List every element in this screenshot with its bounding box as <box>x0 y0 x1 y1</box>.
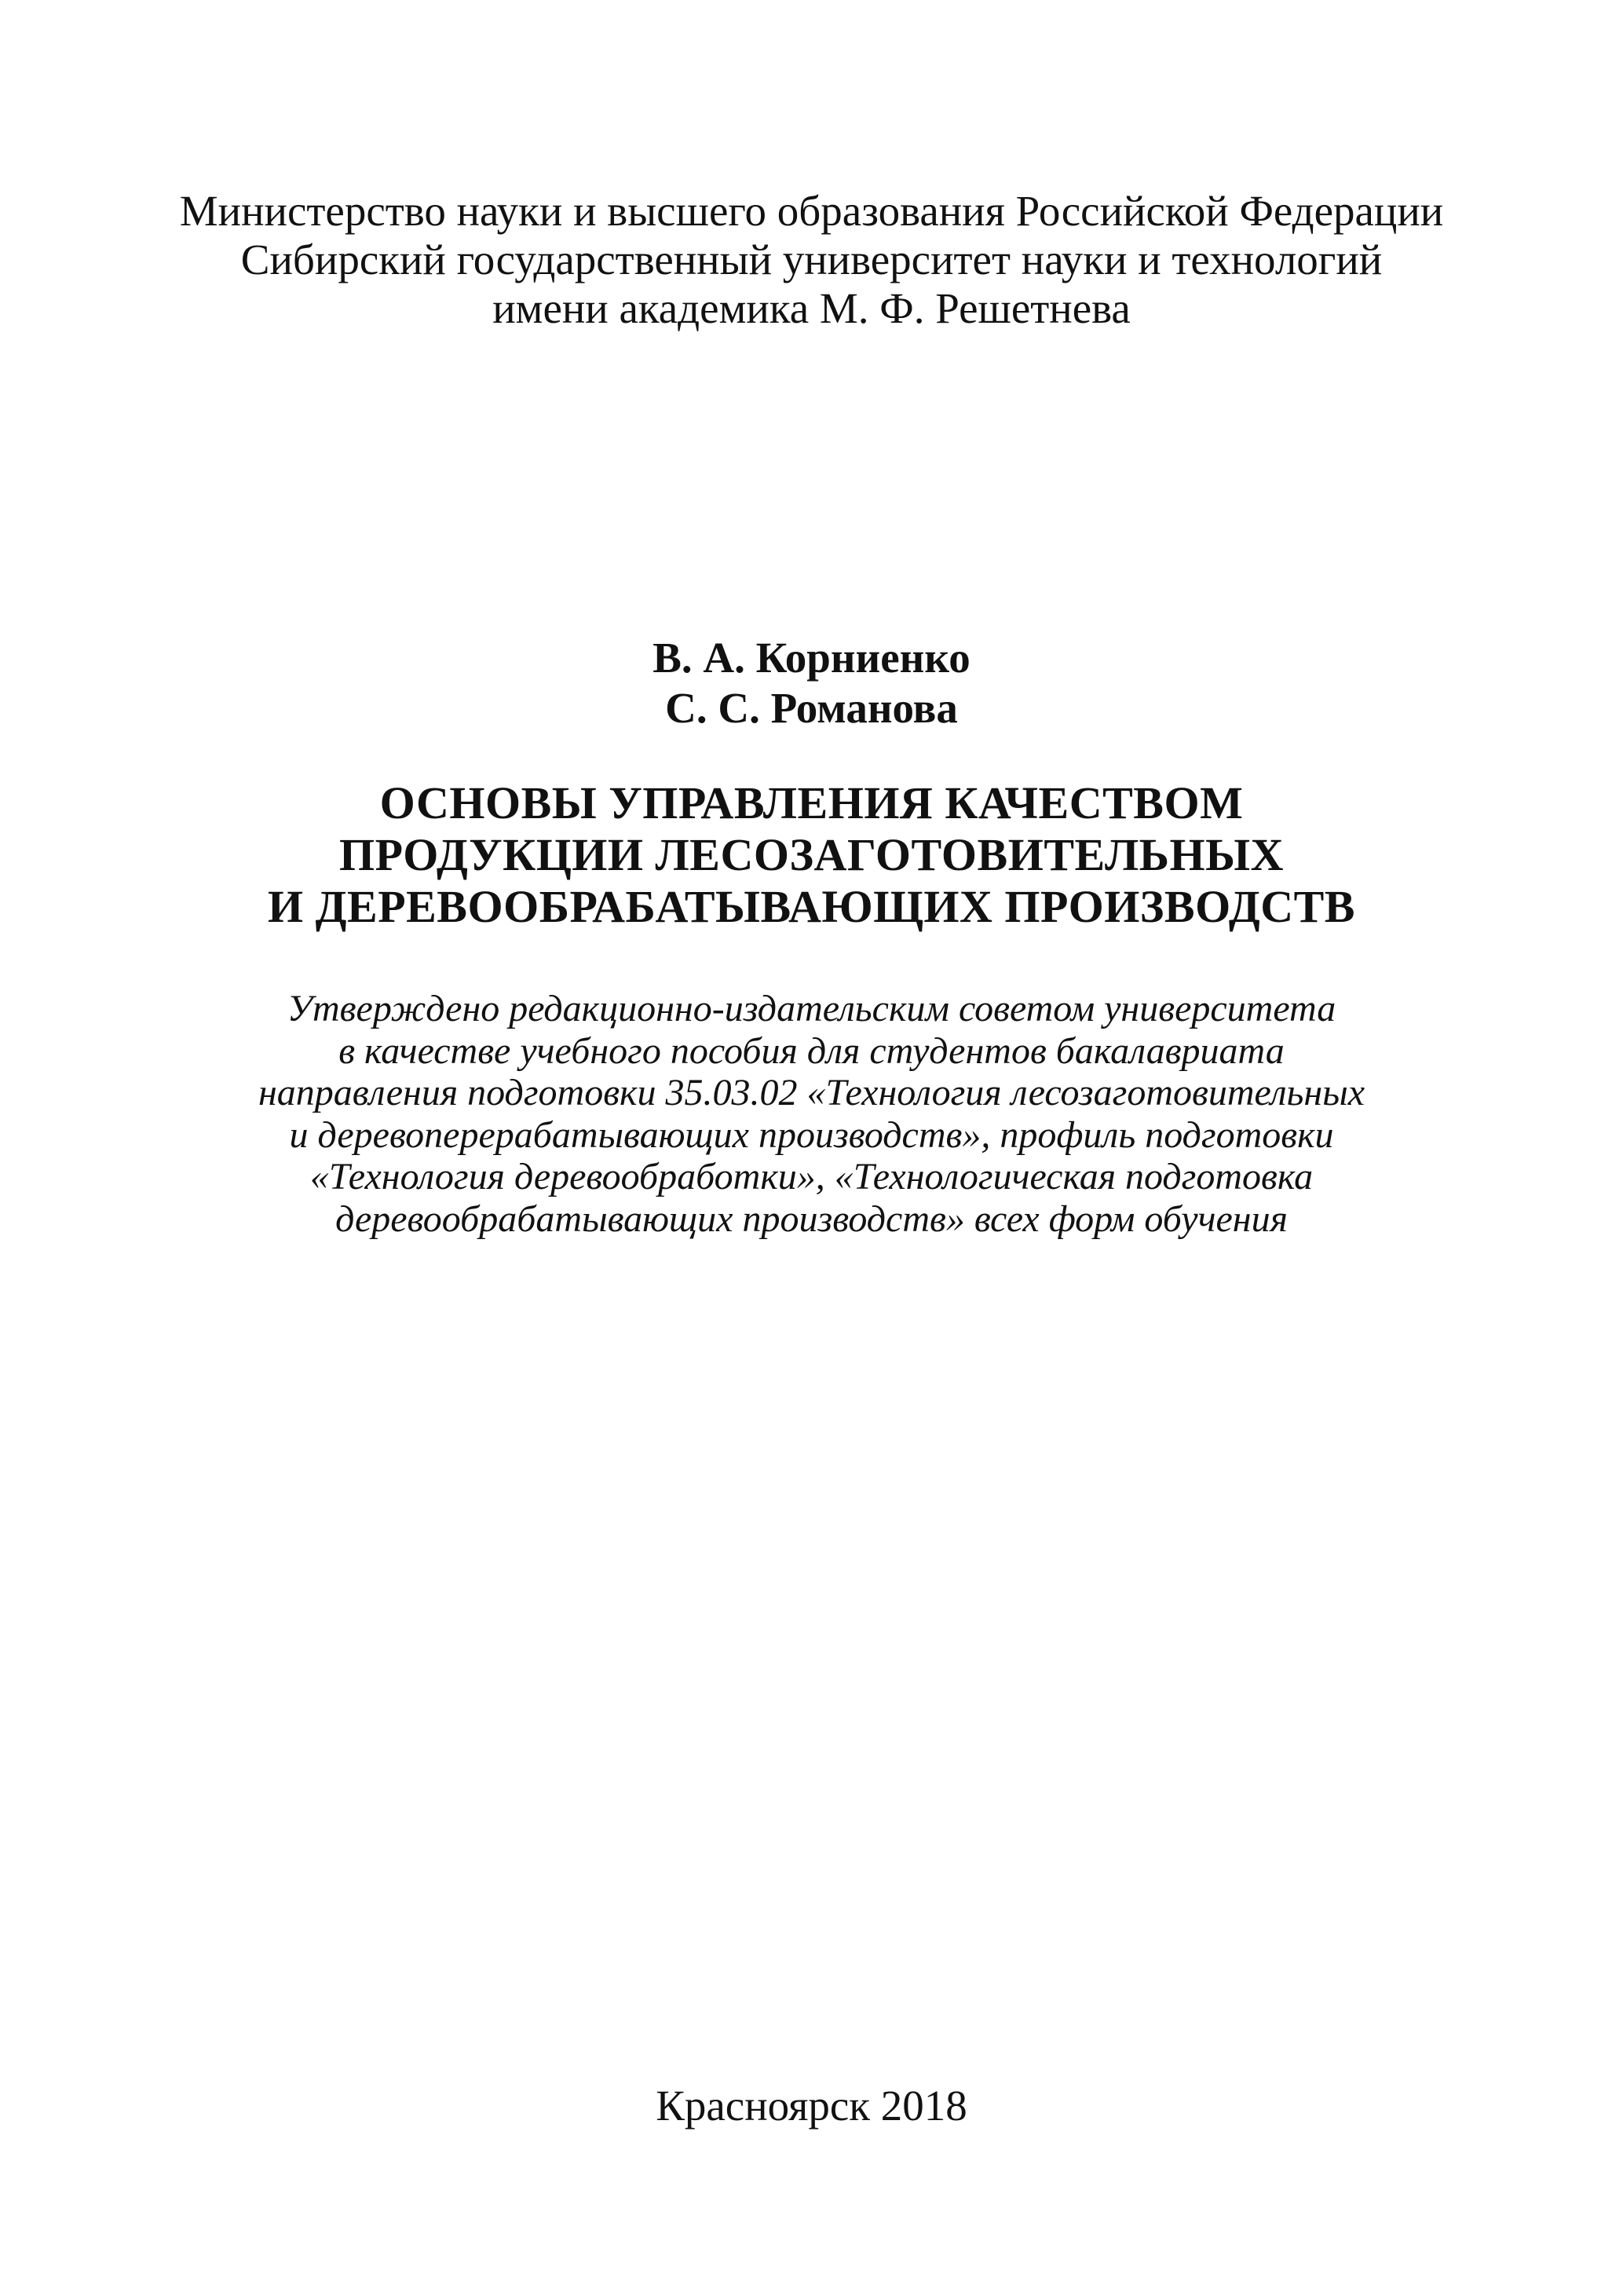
publication-place-year <box>0 2082 1623 2130</box>
title-line-2: ПРОДУКЦИИ ЛЕСОЗАГОТОВИТЕЛЬНЫХ <box>339 829 1284 880</box>
institution-header <box>0 187 1623 333</box>
author-2: С. С. Романова <box>665 684 958 732</box>
approval-line-5: «Технология деревообработки», «Технологическая подготовка <box>309 1156 1314 1197</box>
university-name-continued: имени академика М. Ф. Решетнева <box>492 284 1131 332</box>
title-line-3: И ДЕРЕВООБРАБАТЫВАЮЩИХ ПРОИЗВОДСТВ <box>267 881 1355 932</box>
city-year: Красноярск 2018 <box>656 2082 967 2130</box>
approval-line-1: Утверждено редакционно-издательским советом университета <box>287 988 1336 1029</box>
author-1: В. А. Корниенко <box>652 634 971 682</box>
authors <box>0 633 1623 733</box>
approval-line-2: в качестве учебного пособия для студентов бакалавриата <box>338 1029 1285 1072</box>
book-title <box>0 777 1623 933</box>
ministry-name: Министерство науки и высшего образования Российской Федерации <box>179 187 1444 235</box>
approval-line-4: и деревоперерабатывающих производств», профиль подготовки <box>289 1113 1334 1156</box>
approval-line-6: деревообрабатывающих производств» всех форм обучения <box>335 1197 1288 1240</box>
university-name: Сибирский государственный университет науки и технологий <box>240 236 1383 283</box>
approval-statement <box>0 988 1623 1240</box>
title-line-1: ОСНОВЫ УПРАВЛЕНИЯ КАЧЕСТВОМ <box>379 777 1244 828</box>
approval-line-3: направления подготовки 35.03.02 «Технология лесозаготовительных <box>258 1072 1365 1113</box>
